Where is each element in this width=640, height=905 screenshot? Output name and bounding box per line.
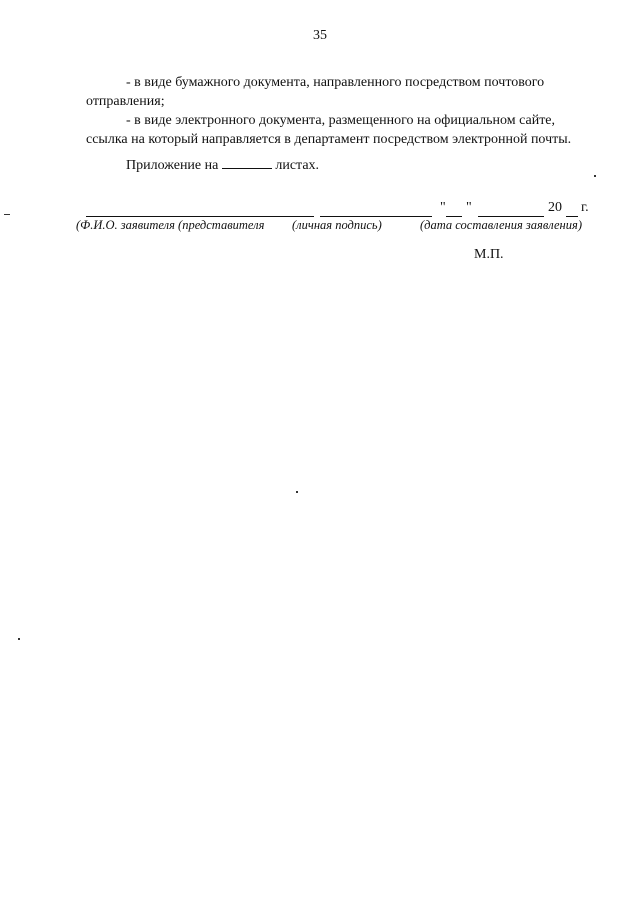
delivery-option-electronic-line1: - в виде электронного документа, размещенного на официальном сайте, xyxy=(126,113,556,128)
date-year-prefix: 20 xyxy=(548,200,562,215)
attachment-sheets-blank[interactable] xyxy=(222,156,272,169)
caption-date: (дата составления заявления) xyxy=(420,218,582,232)
page-number: 35 xyxy=(313,28,327,43)
date-day-blank[interactable] xyxy=(446,216,462,217)
delivery-option-paper-line1: - в виде бумажного документа, направленного посредством почтового xyxy=(126,75,545,90)
date-quote-open: " xyxy=(440,200,446,215)
date-quote-close: " xyxy=(466,200,472,215)
delivery-option-electronic xyxy=(86,111,591,149)
fio-blank-line[interactable] xyxy=(86,216,314,217)
delivery-option-paper xyxy=(86,73,591,111)
caption-signature: (личная подпись) xyxy=(292,218,382,232)
delivery-option-paper-line2: отправления; xyxy=(86,94,165,109)
attachment-prefix: Приложение на xyxy=(126,158,219,173)
scan-speck xyxy=(594,175,596,177)
date-year-blank[interactable] xyxy=(566,216,578,217)
scan-speck xyxy=(4,214,10,215)
date-month-blank[interactable] xyxy=(478,216,544,217)
stamp-place-label: М.П. xyxy=(474,247,504,262)
signature-blank-line[interactable] xyxy=(320,216,432,217)
caption-fio: (Ф.И.О. заявителя (представителя xyxy=(76,218,265,232)
scan-speck xyxy=(18,638,20,640)
scan-speck xyxy=(296,491,298,493)
attachment-line xyxy=(126,156,319,174)
delivery-option-electronic-line2: ссылка на который направляется в департамент посредством электронной почты. xyxy=(86,132,572,147)
attachment-suffix: листах. xyxy=(275,158,320,173)
date-year-suffix: г. xyxy=(581,200,589,215)
